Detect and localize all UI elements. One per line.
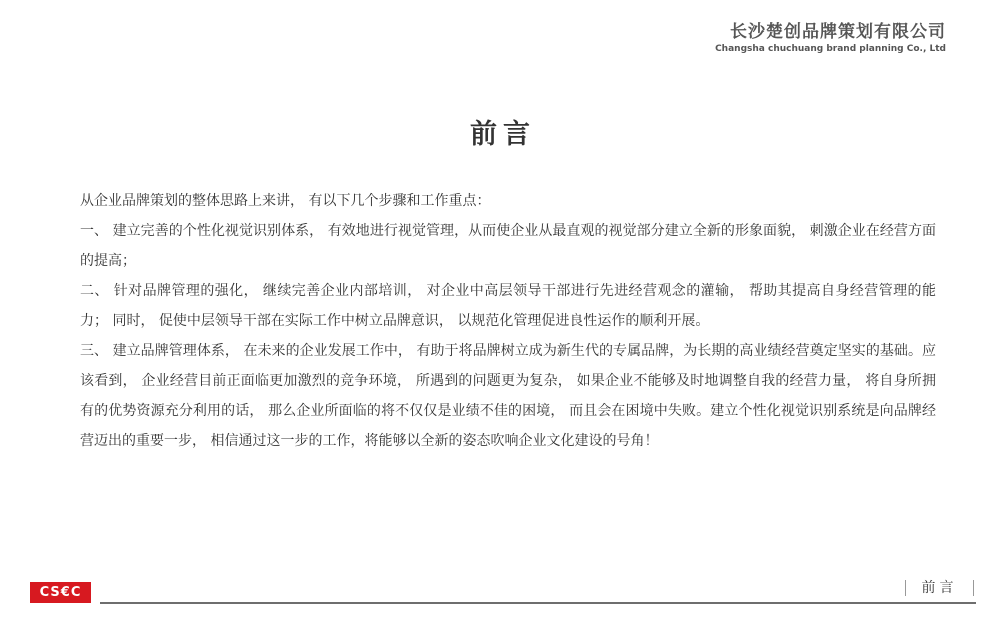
company-name-en: Changsha chuchuang brand planning Co., Ltd — [715, 44, 946, 54]
footer-rule — [100, 602, 976, 604]
paragraph-intro: 从企业品牌策划的整体思路上来讲， 有以下几个步骤和工作重点： — [80, 193, 491, 209]
paragraph-point-1: 一、 建立完善的个性化视觉识别体系， 有效地进行视觉管理，从而使企业从最直观的视觉部分建立全新的形象面貌， 刺激企业在经营方面的提高； — [80, 223, 936, 269]
paragraph-point-3: 三、 建立品牌管理体系， 在未来的企业发展工作中， 有助于将品牌树立成为新生代的专属品牌，为长期的高业绩经营奠定坚实的基础。应该看到， 企业经营目前正面临更加激烈的竞争环境， 所遇到的问题更为复杂， 如果企业不能够及时地调整自我的经营力量， 将自身所拥有的优势资源充分利用的话， 那么企业所面临的将不仅仅是业绩不佳的困境， 而且会在困境中失败。建立个性化视觉识别系统是向品牌经营迈出的重要一步， 相信通过这一步的工作，将能够以全新的姿态吹响企业文化建设的号角！ — [80, 343, 936, 449]
footer-section-label: 前言 — [921, 580, 958, 596]
page-title: 前言 — [470, 119, 536, 150]
body-text — [80, 186, 936, 456]
company-name-cn: 长沙楚创品牌策划有限公司 — [730, 22, 946, 42]
company-header — [715, 22, 946, 55]
footer-divider-right — [973, 580, 974, 596]
cscc-logo: CS€C — [30, 582, 91, 603]
paragraph-point-2: 二、 针对品牌管理的强化， 继续完善企业内部培训， 对企业中高层领导干部进行先进经营观念的灌输， 帮助其提高自身经营管理的能力； 同时， 促使中层领导干部在实际工作中树立品牌意识， 以规范化管理促进良性运作的顺利开展。 — [80, 283, 936, 329]
